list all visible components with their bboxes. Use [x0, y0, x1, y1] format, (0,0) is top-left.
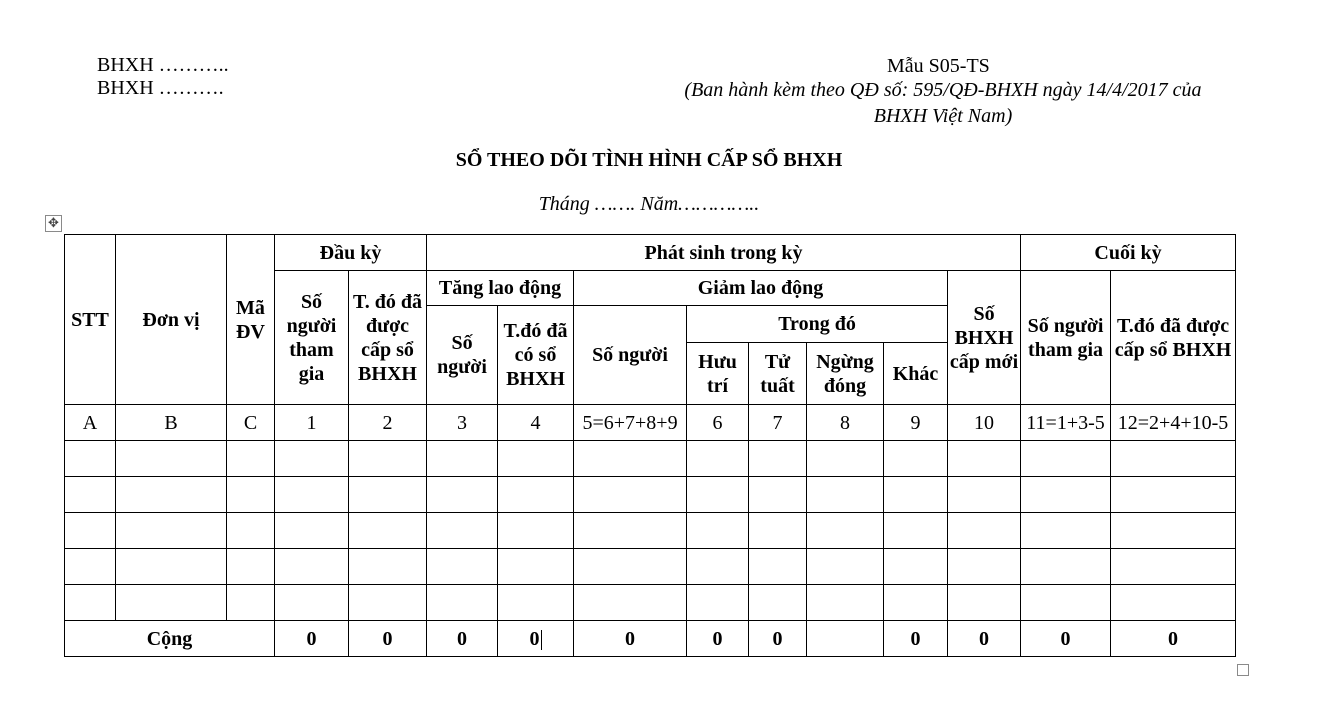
- reporting-period: Tháng ……. Năm…………..: [538, 193, 760, 215]
- empty-cell[interactable]: [749, 513, 807, 549]
- empty-cell[interactable]: [349, 477, 427, 513]
- total-cell-active[interactable]: [498, 621, 574, 657]
- empty-cell[interactable]: [275, 549, 349, 585]
- index-cell: 8: [807, 405, 884, 441]
- empty-cell[interactable]: [275, 585, 349, 621]
- header-close-issued: T.đó đã được cấp sổ BHXH: [1111, 271, 1236, 405]
- header-arising: Phát sinh trong kỳ: [427, 235, 1021, 271]
- index-cell: 3: [427, 405, 498, 441]
- total-cell[interactable]: 0: [574, 621, 687, 657]
- empty-cell[interactable]: [498, 441, 574, 477]
- total-cell[interactable]: 0: [349, 621, 427, 657]
- total-cell[interactable]: 0: [884, 621, 948, 657]
- issue-note-line-2: BHXH Việt Nam): [873, 105, 1013, 127]
- empty-cell[interactable]: [1111, 549, 1236, 585]
- empty-cell[interactable]: [1021, 477, 1111, 513]
- header-open-participants: Số người tham gia: [275, 271, 349, 405]
- empty-cell[interactable]: [349, 585, 427, 621]
- index-cell: 2: [349, 405, 427, 441]
- index-cell: 6: [687, 405, 749, 441]
- empty-cell[interactable]: [65, 441, 116, 477]
- empty-cell[interactable]: [498, 477, 574, 513]
- total-cell[interactable]: 0: [1021, 621, 1111, 657]
- empty-cell[interactable]: [227, 513, 275, 549]
- table-resize-handle[interactable]: [1237, 664, 1249, 676]
- total-row: [65, 621, 1236, 657]
- total-cell[interactable]: 0: [275, 621, 349, 657]
- empty-cell[interactable]: [116, 477, 227, 513]
- empty-cell[interactable]: [227, 477, 275, 513]
- header-other: Khác: [884, 343, 948, 405]
- empty-cell[interactable]: [807, 513, 884, 549]
- empty-cell[interactable]: [884, 549, 948, 585]
- index-cell: 7: [749, 405, 807, 441]
- table-row: [65, 513, 1236, 549]
- empty-cell[interactable]: [1111, 513, 1236, 549]
- empty-cell[interactable]: [498, 513, 574, 549]
- header-close-participants: Số người tham gia: [1021, 271, 1111, 405]
- empty-cell[interactable]: [574, 441, 687, 477]
- empty-cell[interactable]: [65, 513, 116, 549]
- empty-cell[interactable]: [349, 513, 427, 549]
- empty-cell[interactable]: [65, 477, 116, 513]
- empty-cell[interactable]: [1021, 513, 1111, 549]
- empty-cell[interactable]: [1111, 441, 1236, 477]
- total-cell[interactable]: 0: [1111, 621, 1236, 657]
- total-cell[interactable]: 0: [749, 621, 807, 657]
- empty-cell[interactable]: [227, 549, 275, 585]
- empty-cell[interactable]: [807, 441, 884, 477]
- header-inc-people: Số người: [427, 306, 498, 405]
- empty-cell[interactable]: [427, 441, 498, 477]
- issue-note-line-1: (Ban hành kèm theo QĐ số: 595/QĐ-BHXH ngày 14/4/2017 của: [684, 79, 1202, 101]
- header-stt: STT: [65, 235, 116, 405]
- total-cell-value: 0: [529, 627, 540, 650]
- index-cell: 4: [498, 405, 574, 441]
- empty-cell[interactable]: [1021, 549, 1111, 585]
- table-row: [65, 549, 1236, 585]
- empty-cell[interactable]: [807, 477, 884, 513]
- index-cell: 10: [948, 405, 1021, 441]
- index-cell: 11=1+3-5: [1021, 405, 1111, 441]
- empty-cell[interactable]: [749, 585, 807, 621]
- empty-cell[interactable]: [574, 549, 687, 585]
- table-row: [65, 441, 1236, 477]
- empty-cell[interactable]: [687, 441, 749, 477]
- empty-cell[interactable]: [116, 513, 227, 549]
- empty-cell[interactable]: [687, 585, 749, 621]
- empty-cell[interactable]: [807, 585, 884, 621]
- empty-cell[interactable]: [349, 549, 427, 585]
- header-dec-people: Số người: [574, 306, 687, 405]
- empty-cell[interactable]: [498, 549, 574, 585]
- header-new-books: Số BHXH cấp mới: [948, 271, 1021, 405]
- empty-cell[interactable]: [948, 549, 1021, 585]
- empty-cell[interactable]: [498, 585, 574, 621]
- empty-cell[interactable]: [427, 477, 498, 513]
- empty-cell[interactable]: [807, 549, 884, 585]
- register-table: [64, 234, 1236, 657]
- empty-cell[interactable]: [275, 513, 349, 549]
- index-cell: B: [116, 405, 227, 441]
- agency-line-1: BHXH ………..: [97, 54, 229, 76]
- table-row: [65, 585, 1236, 621]
- empty-cell[interactable]: [948, 513, 1021, 549]
- total-cell[interactable]: [807, 621, 884, 657]
- empty-cell[interactable]: [884, 513, 948, 549]
- empty-cell[interactable]: [749, 549, 807, 585]
- index-cell: C: [227, 405, 275, 441]
- header-inc-has-book: T.đó đã có sổ BHXH: [498, 306, 574, 405]
- header-unit: Đơn vị: [116, 235, 227, 405]
- agency-line-2: BHXH ……….: [97, 77, 224, 99]
- header-closing: Cuối kỳ: [1021, 235, 1236, 271]
- empty-cell[interactable]: [884, 441, 948, 477]
- empty-cell[interactable]: [427, 513, 498, 549]
- empty-cell[interactable]: [116, 549, 227, 585]
- header-open-issued: T. đó đã được cấp sổ BHXH: [349, 271, 427, 405]
- empty-cell[interactable]: [275, 477, 349, 513]
- total-label: Cộng: [65, 621, 275, 657]
- issue-note: [640, 77, 1246, 129]
- header-increase: Tăng lao động: [427, 271, 574, 306]
- empty-cell[interactable]: [116, 441, 227, 477]
- empty-cell[interactable]: [749, 477, 807, 513]
- empty-cell[interactable]: [116, 585, 227, 621]
- form-code: Mẫu S05-TS: [887, 55, 990, 77]
- empty-cell[interactable]: [948, 585, 1021, 621]
- empty-cell[interactable]: [275, 441, 349, 477]
- empty-cell[interactable]: [349, 441, 427, 477]
- table-row: [65, 477, 1236, 513]
- empty-cell[interactable]: [1021, 441, 1111, 477]
- empty-cell[interactable]: [948, 477, 1021, 513]
- empty-cell[interactable]: [687, 477, 749, 513]
- empty-cell[interactable]: [1021, 585, 1111, 621]
- empty-cell[interactable]: [574, 477, 687, 513]
- index-cell: 5=6+7+8+9: [574, 405, 687, 441]
- empty-cell[interactable]: [574, 513, 687, 549]
- empty-cell[interactable]: [65, 585, 116, 621]
- empty-cell[interactable]: [1111, 477, 1236, 513]
- index-cell: A: [65, 405, 116, 441]
- empty-cell[interactable]: [65, 549, 116, 585]
- header-of-which: Trong đó: [687, 306, 948, 343]
- empty-cell[interactable]: [1111, 585, 1236, 621]
- table-move-handle-icon[interactable]: ✥: [45, 215, 62, 232]
- header-unit-code: Mã ĐV: [227, 235, 275, 405]
- empty-cell[interactable]: [948, 441, 1021, 477]
- header-death: Tử tuất: [749, 343, 807, 405]
- index-cell: 1: [275, 405, 349, 441]
- header-decrease: Giảm lao động: [574, 271, 948, 306]
- empty-cell[interactable]: [884, 477, 948, 513]
- empty-cell[interactable]: [884, 585, 948, 621]
- header-retire: Hưu trí: [687, 343, 749, 405]
- text-cursor: [541, 630, 542, 650]
- empty-cell[interactable]: [427, 549, 498, 585]
- index-cell: 12=2+4+10-5: [1111, 405, 1236, 441]
- empty-cell[interactable]: [227, 585, 275, 621]
- empty-cell[interactable]: [227, 441, 275, 477]
- header-stop: Ngừng đóng: [807, 343, 884, 405]
- empty-cell[interactable]: [687, 513, 749, 549]
- empty-cell[interactable]: [687, 549, 749, 585]
- total-cell[interactable]: 0: [427, 621, 498, 657]
- empty-cell[interactable]: [574, 585, 687, 621]
- index-row: [65, 405, 1236, 441]
- total-cell[interactable]: 0: [687, 621, 749, 657]
- empty-cell[interactable]: [749, 441, 807, 477]
- index-cell: 9: [884, 405, 948, 441]
- total-cell[interactable]: 0: [948, 621, 1021, 657]
- empty-cell[interactable]: [427, 585, 498, 621]
- document-title: SỔ THEO DÕI TÌNH HÌNH CẤP SỔ BHXH: [455, 149, 843, 171]
- header-opening: Đầu kỳ: [275, 235, 427, 271]
